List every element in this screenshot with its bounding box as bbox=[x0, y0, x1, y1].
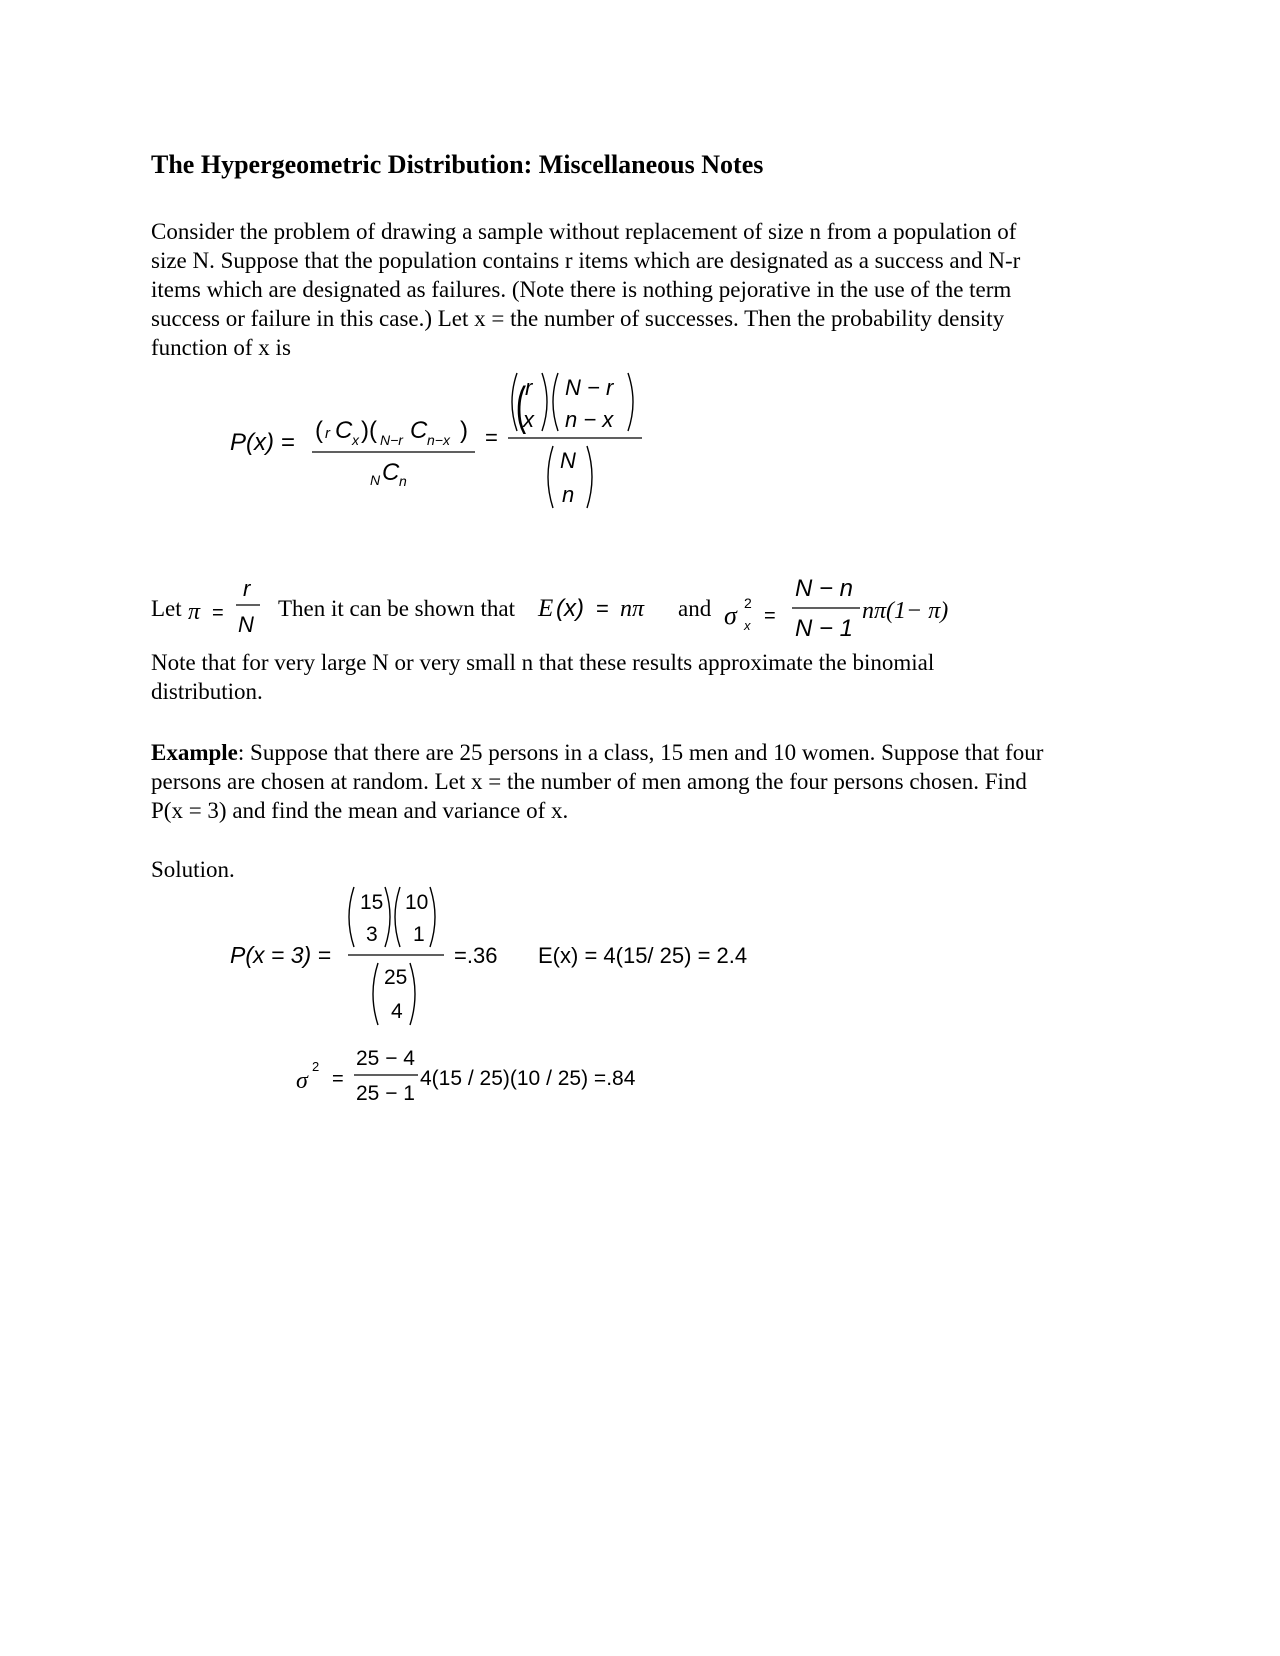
pi-num: r bbox=[243, 582, 251, 601]
pdf-lhs: P(x) = bbox=[230, 429, 295, 456]
example-line-rest: : Suppose that there are 25 persons in a class, 15 men and 10 women. Suppose that four bbox=[237, 740, 1044, 765]
mean-E: E bbox=[538, 595, 554, 622]
pi-den: N bbox=[238, 612, 254, 637]
sol-b1-top: 15 bbox=[360, 891, 384, 914]
svg-text:(: ( bbox=[515, 376, 527, 436]
pdf-num-c1-sub: x bbox=[352, 432, 359, 448]
sol-b2-bot: 1 bbox=[413, 923, 425, 946]
page-title: The Hypergeometric Distribution: Miscellaneous Notes bbox=[151, 150, 764, 179]
binom-n-minus-r: N − r bbox=[565, 375, 614, 400]
pdf-num-c2-pre: N−r bbox=[380, 432, 403, 448]
sol-b3-top: 25 bbox=[384, 966, 408, 989]
svg-text:): ) bbox=[460, 417, 468, 444]
pi-definition bbox=[186, 582, 266, 642]
svg-text:(: ( bbox=[315, 417, 323, 444]
binom-n: n bbox=[562, 482, 575, 507]
var-sigma: σ bbox=[724, 601, 737, 630]
sol-result: =.36 bbox=[454, 943, 498, 968]
sol-b2-top: 10 bbox=[405, 891, 429, 914]
example-line: P(x = 3) and find the mean and variance of x. bbox=[151, 798, 569, 823]
var-sub: x bbox=[744, 618, 751, 633]
sol-lhs: P(x = 3) = bbox=[230, 942, 331, 968]
mean-formula bbox=[536, 588, 696, 628]
pdf-formula bbox=[220, 365, 690, 535]
sol-var-rhs: 4(15 / 25)(10 / 25) =.84 bbox=[420, 1067, 636, 1090]
binom-x: x bbox=[523, 407, 534, 432]
sol-b1-bot: 3 bbox=[366, 923, 378, 946]
pdf-eq: = bbox=[485, 425, 498, 450]
example-line: persons are chosen at random. Let x = the number of men among the four persons chosen. Find bbox=[151, 769, 1027, 794]
mean-eq: = bbox=[596, 596, 609, 621]
variance-formula bbox=[722, 572, 992, 652]
pdf-den-sub: n bbox=[399, 473, 407, 489]
sol-var-sup: 2 bbox=[312, 1059, 320, 1074]
intro-line: items which are designated as failures. (Note there is nothing pejorative in the use of the term bbox=[151, 277, 1012, 302]
example-line bbox=[151, 738, 1131, 768]
pdf-num-c2-sub: n−x bbox=[427, 432, 450, 448]
intro-line: success or failure in this case.) Let x = the number of successes. Then the probability density bbox=[151, 306, 1005, 331]
pdf-den-c: C bbox=[382, 459, 400, 486]
svg-text:)(: )( bbox=[361, 417, 377, 444]
and-text: and bbox=[678, 596, 712, 621]
intro-line: size N. Suppose that the population contains r items which are designated as a success and N-r bbox=[151, 248, 1021, 273]
example-label: Example bbox=[151, 740, 238, 765]
var-den: N − 1 bbox=[795, 615, 854, 642]
sol-var-num: 25 − 4 bbox=[356, 1047, 415, 1070]
note-line: Note that for very large N or very small n that these results approximate the binomial bbox=[151, 650, 935, 675]
pdf-num-c2: C bbox=[410, 417, 428, 444]
solution-formula bbox=[220, 885, 780, 1110]
pi-eq: = bbox=[212, 602, 224, 624]
binom-N: N bbox=[560, 448, 576, 473]
intro-line: Consider the problem of drawing a sample without replacement of size n from a population of bbox=[151, 219, 1017, 244]
mean-rhs: nπ bbox=[620, 596, 645, 622]
sol-var-eq: = bbox=[332, 1068, 344, 1090]
var-eq: = bbox=[764, 605, 776, 627]
sol-var-den: 25 − 1 bbox=[356, 1082, 415, 1105]
pi-symbol: π bbox=[188, 599, 201, 625]
pdf-num-c1: C bbox=[335, 417, 353, 444]
sol-var-lhs: σ bbox=[296, 1068, 308, 1094]
sol-b3-bot: 4 bbox=[391, 1000, 403, 1023]
var-num: N − n bbox=[795, 575, 854, 602]
solution-label: Solution. bbox=[151, 857, 235, 882]
binom-r: r bbox=[525, 375, 533, 400]
var-sup: 2 bbox=[744, 595, 752, 611]
mean-x: (x) bbox=[556, 595, 584, 622]
shown-text: Then it can be shown that bbox=[278, 596, 515, 621]
pdf-num-c1-pre: r bbox=[325, 425, 330, 442]
pdf-den-pre: N bbox=[370, 472, 381, 488]
var-rhs: nπ(1− π) bbox=[862, 598, 949, 624]
sol-mean: E(x) = 4(15/ 25) = 2.4 bbox=[538, 943, 748, 968]
let-prefix: Let bbox=[151, 596, 182, 621]
note-line: distribution. bbox=[151, 679, 263, 704]
intro-line: function of x is bbox=[151, 335, 291, 360]
binom-n-minus-x: n − x bbox=[565, 407, 614, 432]
